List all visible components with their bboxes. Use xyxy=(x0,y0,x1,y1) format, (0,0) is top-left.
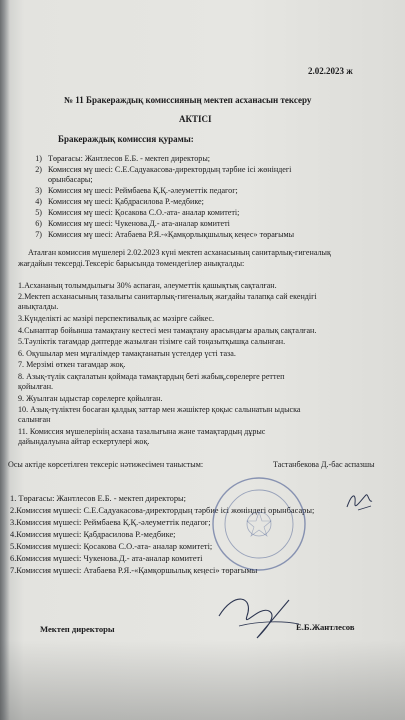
member-5: 5) Комиссия мү шесі: Қосакова С.О.-ата- аналар комитеті; xyxy=(35,208,240,217)
finding-line: 4.Сынаптар бойынша тамақтану кестесі мен тамақтану арасындағы аралық сақталған. xyxy=(18,326,317,335)
finding-line: 1.Асхананың толымдылығы 30% аспаған, әлеуметтік қашықтық сақталған. xyxy=(18,281,277,290)
signature-line: 7.Комиссия мүшесі: Атабаева Р.Я.-«Қамқоршылық кеңесі» төрағымы xyxy=(10,566,258,575)
finding-line: дайындалуына айтар ескертулері жоқ. xyxy=(18,437,150,446)
finding-line: 3.Күнделікті ас мәзірі перспективалық ас мәзірге сәйкес. xyxy=(18,314,215,323)
signature-line: 4.Комиссия мүшесі: Қабдрасилова Р.-медбике; xyxy=(10,530,176,539)
finding-line: 6. Оқушылар мен мұғалімдер тамақтанатын үстелдер үсті таза. xyxy=(18,349,236,358)
finding-line: 5.Тәуліктік тағамдар дәптерде жазылған тізімге сай тоңазытқышқа салынған. xyxy=(18,337,286,346)
member-1: 1) Төрағасы: Жантлесов Е.Б. - мектеп директоры; xyxy=(35,154,211,163)
finding-line: 10. Азық-түліктен босаған қалдық заттар мен жәшіктер қоқыс салынатын ыдыска xyxy=(18,405,301,414)
finding-line: анықталды. xyxy=(18,302,59,311)
photo-shadow xyxy=(0,640,405,720)
document-date: 2.02.2023 ж xyxy=(308,66,353,76)
handwritten-signature-small xyxy=(344,489,374,515)
round-seal-stamp xyxy=(209,474,309,574)
acquainted-label: Осы актіде көрсетілген тексеріс нәтижесімен таныстым: xyxy=(8,460,204,469)
member-2-cont: орынбасары; xyxy=(48,175,93,184)
intro-line-1: Аталған комиссия мүшелері 2.02.2023 күні мектеп асханасының санитарлық-гигеналық xyxy=(28,248,331,257)
signature-line: 1. Төрағасы: Жантлесов Е.Б. - мектеп директоры; xyxy=(10,494,187,503)
signature-line: 6.Комиссия мүшесі: Чукенова.Д.- ата-аналар комитеті xyxy=(10,554,203,563)
finding-line: салынған xyxy=(18,415,51,424)
finding-line: қойылған. xyxy=(18,382,54,391)
member-7: 7) Комиссия мү шесі: Атабаева Р.Я.-«Қамқорлықшылық кеңес» төрағымы xyxy=(35,230,295,239)
director-label: Мектеп директоры xyxy=(40,624,115,634)
finding-line: 8. Азық-түлік сақталатын қоймада тамақтардың беті жабық,сөрелерге реттеп xyxy=(18,372,285,381)
member-4: 4) Комиссия мү шесі: Қабдрасилова Р.-медбике; xyxy=(35,197,204,206)
acquainted-name: Тастанбекова Д.-бас аспазшы xyxy=(273,460,375,469)
member-6: 6) Комиссия мү шесі: Чукенова.Д.- ата-аналар комитеті xyxy=(35,219,230,228)
signature-line: 5.Комиссия мүшесі: Қосакова С.О.-ата- аналар комитеті; xyxy=(10,542,213,551)
finding-line: 2.Мектеп асханасының тазалығы санитарлық-гигеналық жағдайы талапқа сай екендігі xyxy=(18,292,317,301)
director-signature xyxy=(199,586,319,646)
signature-line: 3.Комиссия мүшесі: Реймбаева Қ.Қ.-әлеуметтік педагог; xyxy=(10,518,211,527)
commission-heading: Бракераждық комиссия қурамы: xyxy=(58,134,194,144)
act-label: АКТІСІ xyxy=(179,114,212,124)
document-title: № 11 Бракераждық комиссияның мектеп асханасын тексеру xyxy=(64,95,312,105)
member-2: 2) Комиссия мү шесі: С.Е.Садуакасова-директордың тәрбие ісі жөніндегі xyxy=(35,165,292,174)
finding-line: 11. Комиссия мүшелерінің асхана тазалығына және тамақтардың дұрыс xyxy=(18,427,266,436)
finding-line: 7. Мерзімі өткен тағамдар жоқ. xyxy=(18,360,126,369)
finding-line: 9. Жуылған ыдыстар сөрелерге қойылған. xyxy=(18,394,163,403)
member-3: 3) Комиссия мү шесі: Реймбаева Қ.Қ.-әлеуметтік педагог; xyxy=(35,186,238,195)
document-page xyxy=(8,0,405,720)
signature-line: 2.Комиссия мүшесі: С.Е.Садуакасова-директордың тәрбие ісі жөніндегі орынбасары; xyxy=(10,506,315,515)
intro-line-2: жағдайын тексерді.Тексеріс барысында төмендегілер анықталды: xyxy=(18,259,245,268)
director-name: Е.Б.Жантлесов xyxy=(296,622,355,632)
